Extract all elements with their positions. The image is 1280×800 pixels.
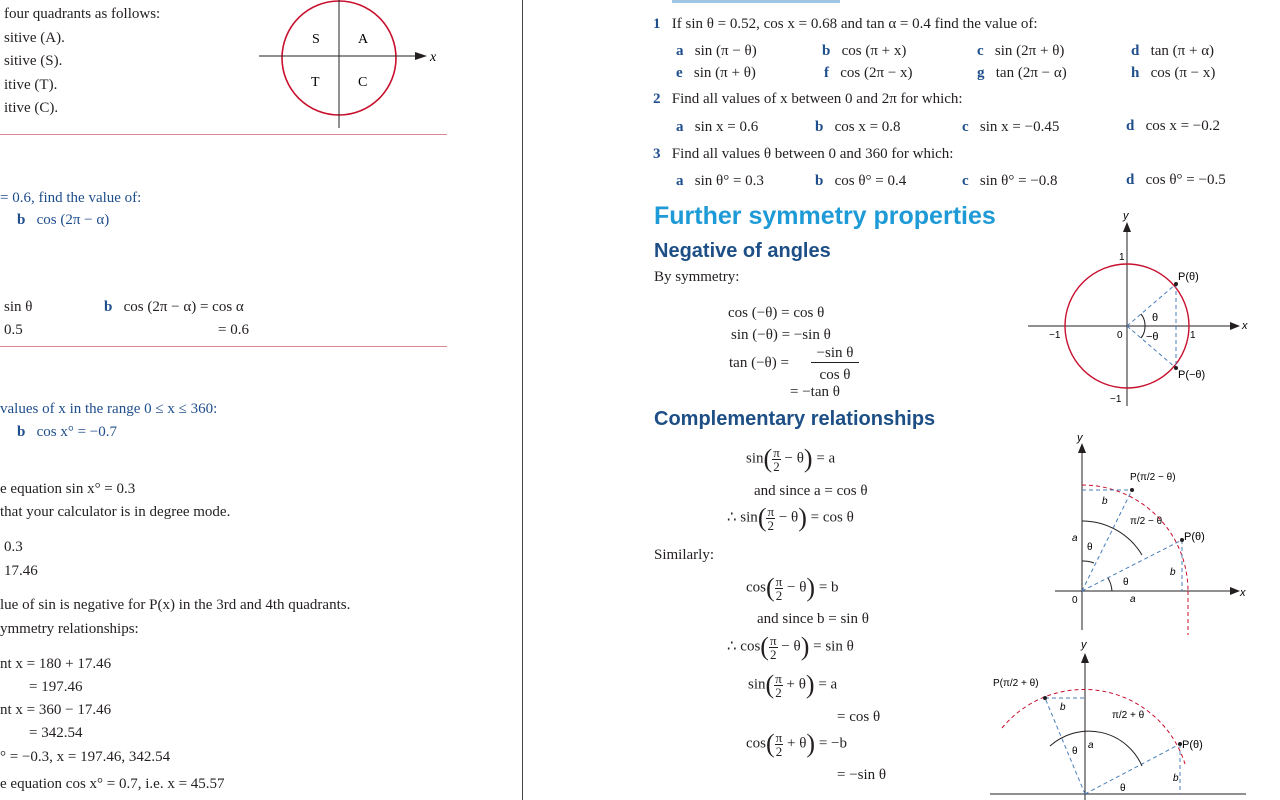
solution2-note: that your calculator is in degree mode. <box>0 504 231 520</box>
q3-part-a: a sin θ° = 0.3 <box>676 173 764 189</box>
fig2-theta-2: θ <box>1123 577 1129 588</box>
fig1-theta: θ <box>1152 312 1159 324</box>
comp-eq-4: cos( $\frac{\pi}{2}$ − θ) = b <box>746 573 839 603</box>
q3-part-b: b cos θ° = 0.4 <box>815 173 907 189</box>
fig3-b-top: b <box>1060 702 1066 713</box>
question-1: 1 If sin θ = 0.52, cos x = 0.68 and tan α = 0.4 find the value of: <box>653 16 1038 32</box>
quadrant-c: C <box>358 75 368 90</box>
solution2-value-1: 0.3 <box>4 539 23 555</box>
example-part-b: b cos (2π − α) <box>17 212 110 228</box>
fig3-a: a <box>1088 740 1094 751</box>
fig2-origin: 0 <box>1072 595 1078 606</box>
q1-part-d: d tan (π + α) <box>1131 43 1215 59</box>
neg-eq-tan-lhs: tan (−θ) = <box>729 355 789 371</box>
neg-eq-cos: cos (−θ) = cos θ <box>728 305 825 321</box>
q3-part-d: d cos θ° = −0.5 <box>1126 172 1226 188</box>
q2-part-c: c sin x = −0.45 <box>962 119 1060 135</box>
q2-part-b: b cos x = 0.8 <box>815 119 901 135</box>
q2-part-a: a sin x = 0.6 <box>676 119 759 135</box>
fig3-y: y <box>1081 639 1087 651</box>
fig1-pm: P(−θ) <box>1178 369 1206 381</box>
q1-part-c: c sin (2π + θ) <box>977 43 1065 59</box>
example2-part-b: b cos x° = −0.7 <box>17 424 118 440</box>
fig2-b-top: b <box>1102 496 1108 507</box>
q1-part-h: h cos (π − x) <box>1131 65 1216 81</box>
quadrant-intro: four quadrants as follows: <box>4 6 161 22</box>
solution2-line-6: e equation cos x° = 0.7, i.e. x = 45.57 <box>0 776 225 792</box>
q1-part-f: f cos (2π − x) <box>824 65 913 81</box>
complementary-heading: Complementary relationships <box>654 408 936 430</box>
comp-eq-7: sin( $\frac{\pi}{2}$ + θ) = a <box>748 670 838 700</box>
q1-part-a: a sin (π − θ) <box>676 43 757 59</box>
comp-eq-6: ∴ cos( $\frac{\pi}{2}$ − θ) = sin θ <box>727 632 854 662</box>
fig1-p: P(θ) <box>1178 271 1199 283</box>
fig1-y: y <box>1123 210 1129 222</box>
q1-part-e: e sin (π + θ) <box>676 65 756 81</box>
negative-angle-figure <box>1028 206 1250 408</box>
solution-b-line2: = 0.6 <box>218 322 249 338</box>
question-2: 2 Find all values of x between 0 and 2π for which: <box>653 91 963 107</box>
solution2-value-2: 17.46 <box>4 563 38 579</box>
q3-part-c: c sin θ° = −0.8 <box>962 173 1058 189</box>
comp-eq-9: cos( $\frac{\pi}{2}$ + θ) = −b <box>746 729 847 759</box>
fig1-mtheta: −θ <box>1146 331 1159 343</box>
fig2-theta-1: θ <box>1087 542 1093 553</box>
comp-eq-3: ∴ sin( $\frac{\pi}{2}$ − θ) = cos θ <box>727 503 854 533</box>
top-accent-bar <box>672 0 840 3</box>
solution-a-line2: 0.5 <box>4 322 23 338</box>
fig1-x: x <box>1242 320 1248 332</box>
section-title: Further symmetry properties <box>654 202 996 230</box>
fig1-one-right: 1 <box>1190 330 1196 341</box>
comp-eq-5: and since b = sin θ <box>757 611 869 627</box>
solution2-line-4: = 342.54 <box>29 725 83 741</box>
quadrant-line-1: sitive (A). <box>4 30 65 46</box>
solution2-line-3: nt x = 360 − 17.46 <box>0 702 112 718</box>
fig3-p-comp: P(π/2 + θ) <box>993 678 1039 689</box>
fig2-a-bottom: a <box>1130 594 1136 605</box>
fig2-angle: π/2 − θ <box>1130 516 1163 527</box>
solution2-line-2: = 197.46 <box>29 679 83 695</box>
q2-part-d: d cos x = −0.2 <box>1126 118 1221 134</box>
fig1-one-top: 1 <box>1119 252 1125 263</box>
fig1-origin: 0 <box>1117 330 1123 341</box>
comp-eq-1: sin( $\frac{\pi}{2}$ − θ) = a <box>746 444 836 474</box>
solution-b-line1: b cos (2π − α) = cos α <box>104 299 244 315</box>
fig3-p: P(θ) <box>1182 739 1203 751</box>
solution-a-line1: sin θ <box>4 299 33 315</box>
quadrant-t: T <box>311 75 320 90</box>
complement-plus-figure <box>990 636 1250 800</box>
fig3-b-right: b <box>1173 773 1179 784</box>
negative-angles-heading: Negative of angles <box>654 240 831 262</box>
fig2-a: a <box>1072 533 1078 544</box>
similarly-label: Similarly: <box>654 547 714 563</box>
neg-eq-sin: sin (−θ) = −sin θ <box>731 327 831 343</box>
fig2-b-right: b <box>1170 567 1176 578</box>
comp-eq-8: = cos θ <box>837 709 881 725</box>
solution2-line-5: ° = −0.3, x = 197.46, 342.54 <box>0 749 171 765</box>
fig1-minus-one-left: −1 <box>1049 330 1061 341</box>
solution2-equation: e equation sin x° = 0.3 <box>0 481 136 497</box>
example2-intro: values of x in the range 0 ≤ x ≤ 360: <box>0 401 218 417</box>
quadrant-diagram <box>255 0 445 130</box>
quadrant-line-3: itive (T). <box>4 77 58 93</box>
complement-minus-figure <box>1050 430 1250 635</box>
fig2-y: y <box>1077 432 1083 444</box>
section-divider <box>0 134 447 135</box>
fig2-p-comp: P(π/2 − θ) <box>1130 472 1176 483</box>
x-axis-label: x <box>430 50 437 65</box>
fig2-x: x <box>1240 587 1246 599</box>
quadrant-s: S <box>312 32 320 47</box>
quadrant-line-2: sitive (S). <box>4 53 63 69</box>
example-find: = 0.6, find the value of: <box>0 190 142 206</box>
comp-eq-2: and since a = cos θ <box>754 483 868 499</box>
fig2-p: P(θ) <box>1184 531 1205 543</box>
neg-eq-tan-result: = −tan θ <box>790 384 840 400</box>
comp-eq-10: = −sin θ <box>837 767 887 783</box>
quadrant-line-4: itive (C). <box>4 100 59 116</box>
neg-eq-tan-num: −sin θ <box>811 345 859 363</box>
solution2-negative-note: lue of sin is negative for P(x) in the 3rd and 4th quadrants. <box>0 597 351 613</box>
fig1-minus-one-bottom: −1 <box>1110 394 1122 405</box>
fig3-angle: π/2 + θ <box>1112 710 1145 721</box>
q1-part-b: b cos (π + x) <box>822 43 907 59</box>
section-divider-2 <box>0 346 447 347</box>
quadrant-a: A <box>358 32 369 47</box>
solution2-symmetry: ymmetry relationships: <box>0 621 139 637</box>
solution2-line-1: nt x = 180 + 17.46 <box>0 656 112 672</box>
fig3-theta-1: θ <box>1072 746 1078 757</box>
page-gutter <box>522 0 523 800</box>
fig3-theta-2: θ <box>1120 783 1126 794</box>
neg-eq-tan-den: cos θ <box>819 367 851 383</box>
q1-part-g: g tan (2π − α) <box>977 65 1067 81</box>
by-symmetry-label: By symmetry: <box>654 269 740 285</box>
question-3: 3 Find all values θ between 0 and 360 for which: <box>653 146 954 162</box>
